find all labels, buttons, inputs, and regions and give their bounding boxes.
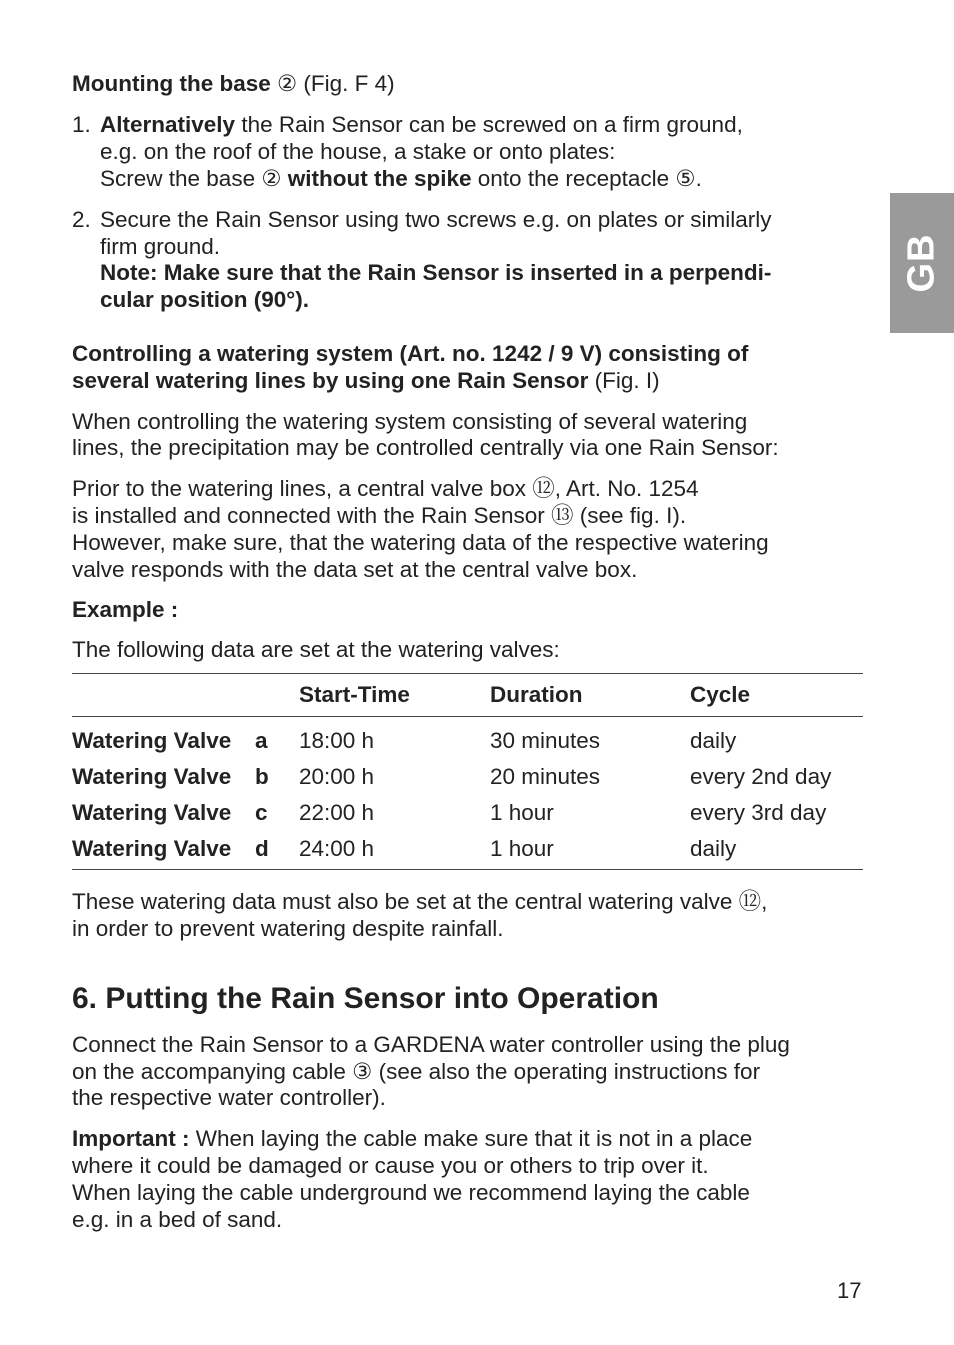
controlling-heading-2 xyxy=(72,367,660,394)
item1-line3-c: onto the receptacle ⑤. xyxy=(471,166,702,191)
section6-para2-text1: When laying the cable make sure that it is not in a place xyxy=(189,1126,753,1151)
valve-id: b xyxy=(255,764,269,789)
valve-id: d xyxy=(255,836,269,861)
controlling-heading-2-text: several watering lines by using one Rain Sensor xyxy=(72,368,589,393)
section6-para1-line1: Connect the Rain Sensor to a GARDENA water controller using the plug xyxy=(72,1032,790,1057)
valve-name: Watering Valve xyxy=(72,764,232,789)
valve-duration: 1 hour xyxy=(490,836,554,861)
item2-note1: Note: Make sure that the Rain Sensor is inserted in a perpendi- xyxy=(100,260,772,285)
after-table-line2: in order to prevent watering despite rainfall. xyxy=(72,916,504,941)
mounting-heading xyxy=(72,70,395,97)
section6-para2-line2: where it could be damaged or cause you or others to trip over it. xyxy=(72,1153,709,1178)
table-header-start-time: Start-Time xyxy=(299,682,410,707)
controlling-heading-1: Controlling a watering system (Art. no. 1242 / 9 V) consisting of xyxy=(72,341,749,366)
mounting-heading-ref: ② (Fig. F 4) xyxy=(270,71,395,96)
valve-name: Watering Valve xyxy=(72,800,232,825)
after-table-line1: These watering data must also be set at the central watering valve ⑫, xyxy=(72,889,768,914)
valve-name: Watering Valve xyxy=(72,836,232,861)
section6-para1-line3: the respective water controller). xyxy=(72,1085,386,1110)
valve-cycle: every 2nd day xyxy=(690,764,832,789)
valve-name: Watering Valve xyxy=(72,728,232,753)
item2-note2: cular position (90°). xyxy=(100,287,310,312)
table-header-duration: Duration xyxy=(490,682,583,707)
language-tab xyxy=(890,193,954,333)
language-tab-label: GB xyxy=(900,233,943,293)
item2-line1: Secure the Rain Sensor using two screws e.g. on plates or similarly xyxy=(100,207,772,232)
controlling-heading-2-ref: (Fig. I) xyxy=(588,368,660,393)
valve-duration: 1 hour xyxy=(490,800,554,825)
item1-line1 xyxy=(100,111,743,138)
item1-line2: e.g. on the roof of the house, a stake or onto plates: xyxy=(100,139,616,164)
controlling-para2-line4: valve responds with the data set at the central valve box. xyxy=(72,557,638,582)
example-intro: The following data are set at the watering valves: xyxy=(72,637,560,662)
item1-line3-b: without the spike xyxy=(287,166,472,191)
item1-bold: Alternatively xyxy=(100,112,236,137)
controlling-para1-line1: When controlling the watering system consisting of several watering xyxy=(72,409,748,434)
section6-para2-line1 xyxy=(72,1125,752,1152)
section-title: 6. Putting the Rain Sensor into Operation xyxy=(72,982,659,1015)
item2-line2: firm ground. xyxy=(100,234,221,259)
item1-line3 xyxy=(100,165,702,192)
section6-para2-line4: e.g. in a bed of sand. xyxy=(72,1207,283,1232)
item1-text1: the Rain Sensor can be screwed on a firm ground, xyxy=(235,112,743,137)
section6-para2-line3: When laying the cable underground we recommend laying the cable xyxy=(72,1180,750,1205)
valve-duration: 30 minutes xyxy=(490,728,601,753)
valve-id: a xyxy=(255,728,268,753)
important-label: Important : xyxy=(72,1126,190,1151)
table-header-cycle: Cycle xyxy=(690,682,751,707)
controlling-para2-line2: is installed and connected with the Rain Sensor ⑬ (see fig. I). xyxy=(72,503,687,528)
valve-start: 18:00 h xyxy=(299,728,375,753)
item2-number: 2. xyxy=(72,207,91,232)
mounting-heading-text: Mounting the base xyxy=(72,71,271,96)
valve-duration: 20 minutes xyxy=(490,764,601,789)
example-label: Example : xyxy=(72,597,179,622)
table-bottom-rule xyxy=(72,869,863,870)
valve-id: c xyxy=(255,800,268,825)
valve-cycle: daily xyxy=(690,728,737,753)
item1-line3-a: Screw the base ② xyxy=(100,166,288,191)
controlling-para2-line3: However, make sure, that the watering data of the respective watering xyxy=(72,530,769,555)
section6-para1-line2: on the accompanying cable ③ (see also the operating instructions for xyxy=(72,1059,761,1084)
item1-number: 1. xyxy=(72,112,91,137)
valve-start: 24:00 h xyxy=(299,836,375,861)
valve-start: 22:00 h xyxy=(299,800,375,825)
controlling-para1-line2: lines, the precipitation may be controlled centrally via one Rain Sensor: xyxy=(72,435,779,460)
valve-cycle: daily xyxy=(690,836,737,861)
table-header-rule xyxy=(72,716,863,717)
page-number: 17 xyxy=(837,1278,862,1303)
valve-cycle: every 3rd day xyxy=(690,800,827,825)
controlling-para2-line1: Prior to the watering lines, a central valve box ⑫, Art. No. 1254 xyxy=(72,476,699,501)
valve-start: 20:00 h xyxy=(299,764,375,789)
table-top-rule xyxy=(72,673,863,674)
